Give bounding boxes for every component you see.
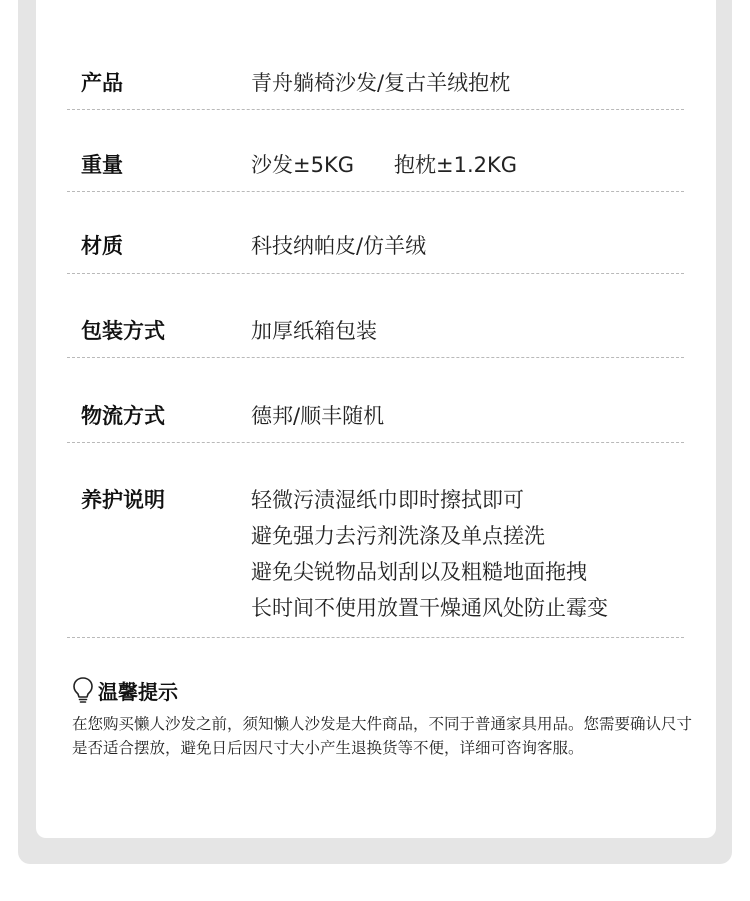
spec-row-packaging [67,300,684,358]
spec-label: 产品 [81,71,123,95]
tip-header [72,675,178,705]
lightbulb-icon [72,676,94,704]
spec-label: 包装方式 [81,319,165,343]
tip-title: 温馨提示 [98,679,178,704]
spec-value: 加厚纸箱包装 [251,319,377,343]
spec-value: 沙发±5KG [251,153,355,177]
spec-value-secondary: 抱枕±1.2KG [394,153,518,177]
spec-label: 物流方式 [81,404,165,428]
spec-label: 养护说明 [81,488,165,512]
care-line: 避免强力去污剂洗涤及单点搓洗 [251,524,545,548]
care-line: 避免尖锐物品划刮以及粗糙地面拖拽 [251,560,587,584]
spec-row-material [67,218,684,274]
spec-value: 科技纳帕皮/仿羊绒 [251,234,427,258]
care-line: 长时间不使用放置干燥通风处防止霉变 [251,596,608,620]
tip-body: 在您购买懒人沙发之前，须知懒人沙发是大件商品，不同于普通家具用品。您需要确认尺寸是否适合摆放，避免日后因尺寸大小产生退换货等不便，详细可咨询客服。 [72,715,693,757]
spec-row-product [67,55,684,110]
spec-value: 青舟躺椅沙发/复古羊绒抱枕 [251,71,511,95]
care-line: 轻微污渍湿纸巾即时擦拭即可 [251,488,524,512]
spec-row-care [67,470,684,638]
spec-label: 材质 [81,234,123,258]
spec-value: 德邦/顺丰随机 [251,404,385,428]
spec-row-weight [67,136,684,192]
spec-row-logistics [67,385,684,443]
spec-label: 重量 [81,153,123,177]
